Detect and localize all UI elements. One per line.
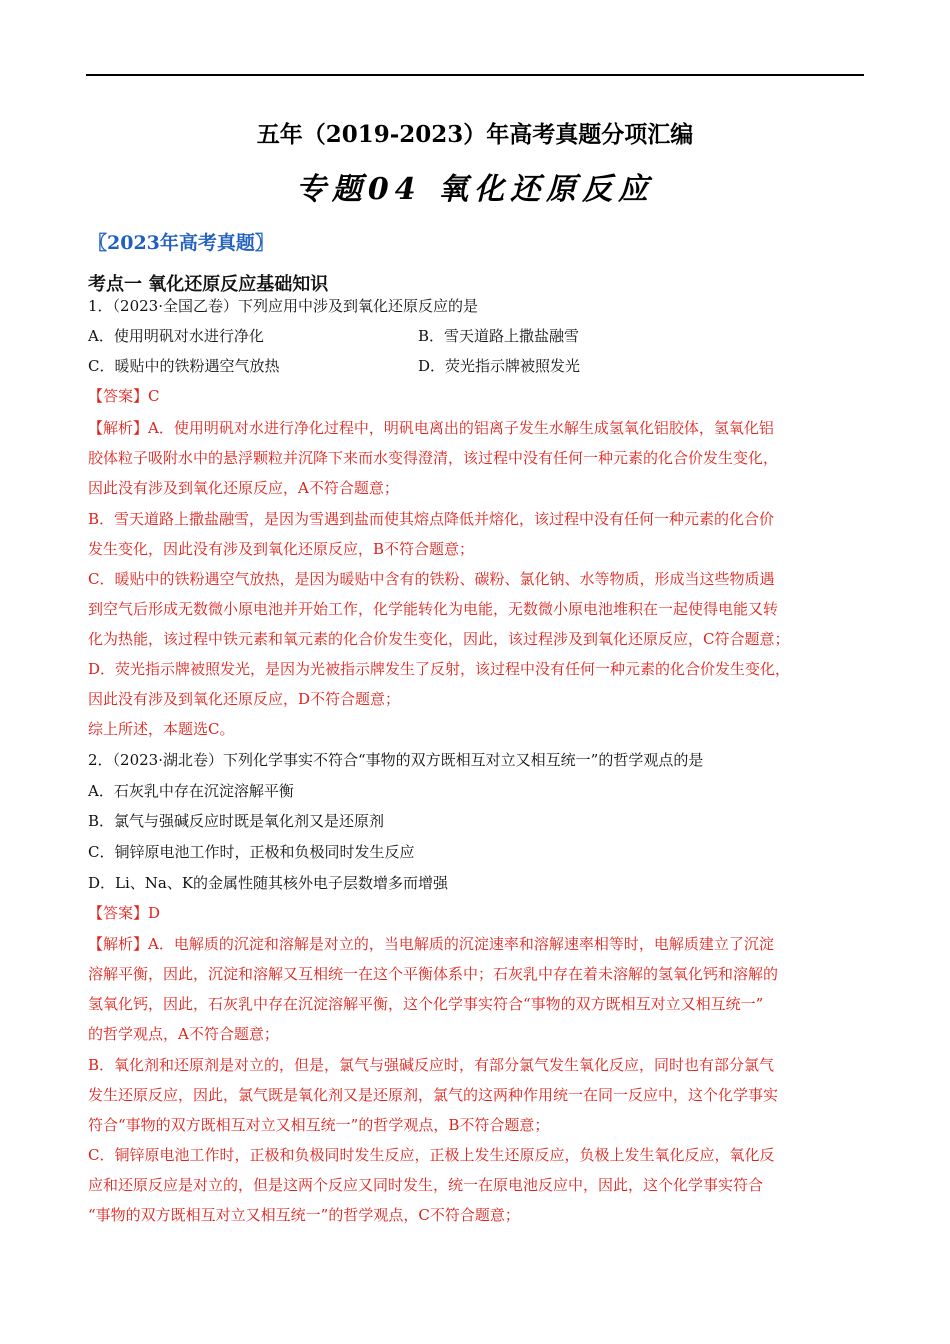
q2-option-a: A．石灰乳中存在沉淀溶解平衡 — [88, 782, 294, 800]
q1-explanation-line: 综上所述，本题选C。 — [88, 720, 235, 738]
q2-explanation-line: 的哲学观点，A不符合题意； — [88, 1025, 279, 1043]
q1-explanation-line: 因此没有涉及到氧化还原反应，D不符合题意； — [88, 690, 401, 708]
q1-explanation-line: 因此没有涉及到氧化还原反应，A不符合题意； — [88, 479, 399, 497]
q1-explanation-line: 到空气后形成无数微小原电池并开始工作，化学能转化为电能，无数微小原电池堆积在一起使得电能又转 — [88, 600, 779, 618]
q1-explanation-line: 发生变化，因此没有涉及到氧化还原反应，B不符合题意； — [88, 540, 475, 558]
q1-stem: 1．（2023·全国乙卷）下列应用中涉及到氧化还原反应的是 — [88, 297, 478, 315]
q1-explanation-line: D．荧光指示牌被照发光，是因为光被指示牌发生了反射，该过程中没有任何一种元素的化合价发生变化， — [88, 660, 791, 678]
q1-option-a: A．使用明矾对水进行净化 — [88, 327, 264, 345]
q1-answer: 【答案】C — [88, 387, 160, 405]
topic-title: 专题04 氧化还原反应 — [295, 172, 655, 207]
q2-explanation-line: B．氧化剂和还原剂是对立的，但是，氯气与强碱反应时，有部分氯气发生氧化反应，同时也有部分氯气 — [88, 1056, 775, 1074]
q2-stem: 2．（2023·湖北卷）下列化学事实不符合“事物的双方既相互对立又相互统一”的哲学观点的是 — [88, 751, 704, 769]
q1-option-b: B．雪天道路上撒盐融雪 — [418, 327, 580, 345]
q2-explanation-line: 【解析】A．电解质的沉淀和溶解是对立的，当电解质的沉淀速率和溶解速率相等时，电解质建立了沉淀 — [88, 935, 774, 953]
q1-explanation-line: 胶体粒子吸附水中的悬浮颗粒并沉降下来而水变得澄清，该过程中没有任何一种元素的化合价发生变化， — [88, 449, 779, 467]
series-title: 五年（2019-2023）年高考真题分项汇编 — [256, 121, 694, 148]
header-rule — [86, 74, 864, 76]
q2-explanation-line: 发生还原反应，因此，氯气既是氧化剂又是还原剂，氯气的这两种作用统一在同一反应中，这个化学事实 — [88, 1086, 779, 1104]
section-heading: 〖2023年高考真题〗 — [88, 232, 274, 254]
q2-explanation-line: 溶解平衡，因此，沉淀和溶解又互相统一在这个平衡体系中；石灰乳中存在着未溶解的氢氧化钙和溶解的 — [88, 965, 779, 983]
q2-explanation-line: 氢氧化钙，因此，石灰乳中存在沉淀溶解平衡，这个化学事实符合“事物的双方既相互对立又相互统一” — [88, 995, 764, 1013]
q2-option-c: C．铜锌原电池工作时，正极和负极同时发生反应 — [88, 843, 415, 861]
q1-explanation-line: 化为热能，该过程中铁元素和氧元素的化合价发生变化，因此，该过程涉及到氧化还原反应，C符合题意； — [88, 630, 790, 648]
q1-explanation-line: 【解析】A．使用明矾对水进行净化过程中，明矾电离出的铝离子发生水解生成氢氧化铝胶体，氢氧化铝 — [88, 419, 774, 437]
kaodian-heading: 考点一 氧化还原反应基础知识 — [88, 274, 329, 295]
q2-explanation-line: 符合“事物的双方既相互对立又相互统一”的哲学观点，B不符合题意； — [88, 1116, 550, 1134]
q2-option-d: D．Li、Na、K的金属性随其核外电子层数增多而增强 — [88, 874, 449, 892]
q1-option-c: C．暖贴中的铁粉遇空气放热 — [88, 357, 280, 375]
q1-explanation-line: B．雪天道路上撒盐融雪，是因为雪遇到盐而使其熔点降低并熔化，该过程中没有任何一种元素的化合价 — [88, 510, 775, 528]
q2-explanation-line: 应和还原反应是对立的，但是这两个反应又同时发生，统一在原电池反应中，因此，这个化学事实符合 — [88, 1176, 764, 1194]
q2-option-b: B．氯气与强碱反应时既是氧化剂又是还原剂 — [88, 812, 385, 830]
q2-explanation-line: “事物的双方既相互对立又相互统一”的哲学观点，C不符合题意； — [88, 1206, 520, 1224]
q2-explanation-line: C．铜锌原电池工作时，正极和负极同时发生反应，正极上发生还原反应，负极上发生氧化反应，氧化反 — [88, 1146, 775, 1164]
q1-explanation-line: C．暖贴中的铁粉遇空气放热，是因为暖贴中含有的铁粉、碳粉、氯化钠、水等物质，形成当这些物质遇 — [88, 570, 775, 588]
q2-answer: 【答案】D — [88, 904, 161, 922]
q1-option-d: D．荧光指示牌被照发光 — [418, 357, 581, 375]
